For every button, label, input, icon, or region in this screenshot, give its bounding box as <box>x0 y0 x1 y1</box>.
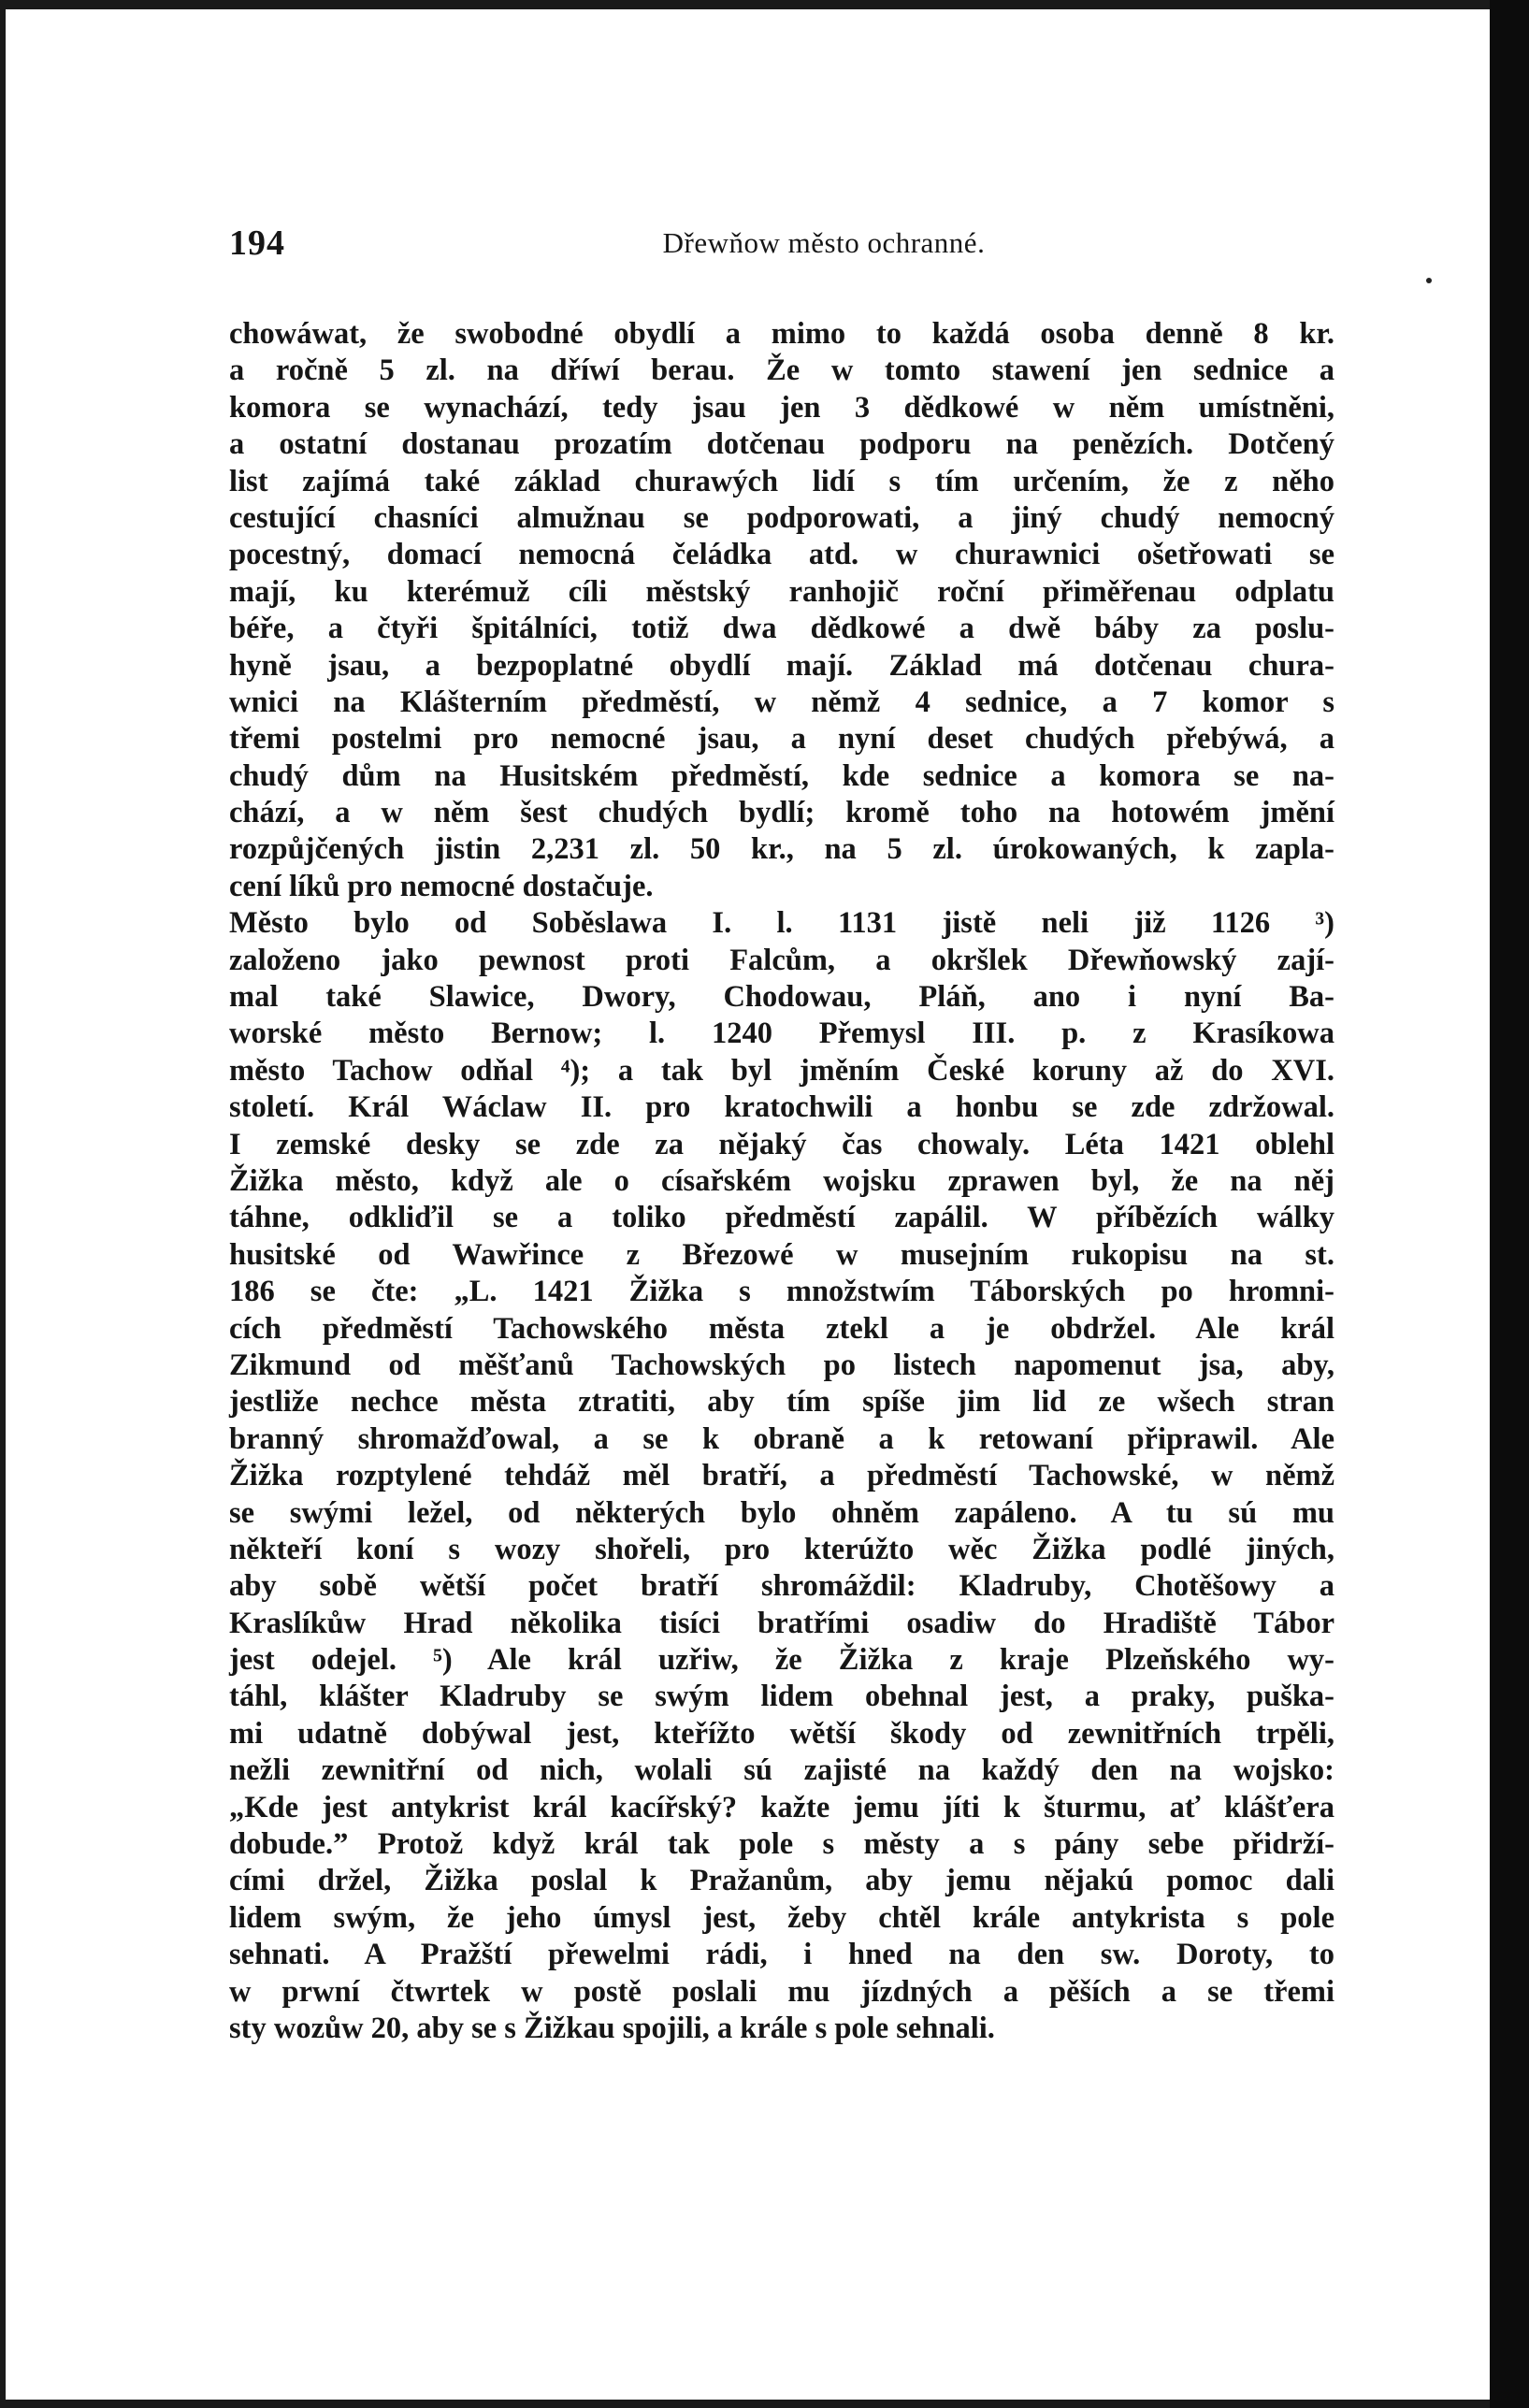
scan-edge-bottom <box>0 2400 1490 2408</box>
text-line: worské město Bernow; l. 1240 Přemysl III. p. z Krasíkowa <box>229 1017 1334 1051</box>
text-line: hyně jsau, a bezpoplatné obydlí mají. Základ má dotčenau chura- <box>229 648 1334 683</box>
text-line: chowáwat, že swobodné obydlí a mimo to každá osoba denně 8 kr. <box>229 317 1334 351</box>
text-line: pocestný, domací nemocná čeládka atd. w churawnici ošetřowati se <box>229 538 1334 572</box>
book-page <box>229 217 1334 2047</box>
text-line: táhne, odkliďil se a toliko předměstí zapálil. W příbězích wálky <box>229 1201 1334 1235</box>
running-title: Dřewňow město ochranné. <box>662 226 986 259</box>
text-line: cími držel, Žižka poslal k Pražanům, aby jemu nějakú pomoc dali <box>229 1864 1334 1898</box>
body-text <box>229 316 1334 2047</box>
scan-edge-top <box>0 0 1490 9</box>
text-line: lidem swým, že jeho úmysl jest, žeby chtěl krále antykrista s pole <box>229 1900 1334 1935</box>
text-line: jest odejel. ⁵) Ale král uzřiw, že Žižka z kraje Plzeňského wy- <box>229 1643 1334 1678</box>
text-line: komora se wynachází, tedy jsau jen 3 dědkowé w něm umístněni, <box>229 390 1334 425</box>
text-line: „Kde jest antykrist král kacířský? kažte jemu jíti k šturmu, ať klášťera <box>229 1790 1334 1824</box>
text-line: Zikmund od měšťanů Tachowských po listech napomenut jsa, aby, <box>229 1348 1334 1382</box>
text-line: Kraslíkůw Hrad několika tisíci bratřími osadiw do Hradiště Tábor <box>229 1606 1334 1640</box>
text-line: cích předměstí Tachowského města ztekl a je obdržel. Ale král <box>229 1311 1334 1346</box>
text-line: mal také Slawice, Dwory, Chodowau, Pláň, ano i nyní Ba- <box>229 980 1334 1015</box>
text-line: Žižka rozptylené tehdáž měl bratří, a předměstí Tachowské, w němž <box>229 1459 1334 1493</box>
text-line: rozpůjčených jistin 2,231 zl. 50 kr., na 5 zl. úrokowaných, k zapla- <box>229 832 1334 867</box>
text-line: založeno jako pewnost proti Falcům, a okršlek Dřewňowský zají- <box>229 943 1334 977</box>
text-line: aby sobě wětší počet bratří shromáždil: Kladruby, Chotěšowy a <box>229 1569 1334 1604</box>
text-line: někteří koní s wozy shořeli, pro kterúžto wěc Žižka podlé jiných, <box>229 1532 1334 1566</box>
scan-edge-left <box>0 0 6 2408</box>
text-line: století. Král Wáclaw II. pro kratochwili a honbu se zde zdržowal. <box>229 1090 1334 1125</box>
text-line: se swými ležel, od některých bylo ohněm zapáleno. A tu sú mu <box>229 1495 1334 1530</box>
text-line: cení líků pro nemocné dostačuje. <box>229 869 654 903</box>
text-line: husitské od Wawřince z Březowé w musejním rukopisu na st. <box>229 1237 1334 1272</box>
text-line: béře, a čtyři špitálníci, totiž dwa dědkowé a dwě báby za poslu- <box>229 612 1334 646</box>
text-line: mi udatně dobýwal jest, kteřížto wětší škody od zewnitřních trpěli, <box>229 1716 1334 1751</box>
text-line: Město bylo od Soběslawa I. l. 1131 jistě neli již 1126 ³) <box>229 906 1334 941</box>
text-line: I zemské desky se zde za nějaký čas chowaly. Léta 1421 oblehl <box>229 1127 1334 1161</box>
scan-edge-right <box>1490 0 1529 2408</box>
text-line: wnici na Klášterním předměstí, w němž 4 sednice, a 7 komor s <box>229 685 1334 719</box>
text-line: 186 se čte: „L. 1421 Žižka s množstwím Táborských po hromni- <box>229 1275 1334 1309</box>
text-line: a ročně 5 zl. na dříwí berau. Že w tomto stawení jen sednice a <box>229 353 1334 388</box>
text-line: a ostatní dostanau prozatím dotčenau podporu na penězích. Dotčený <box>229 427 1334 462</box>
text-line: město Tachow odňal ⁴); a tak byl jměním České koruny až do XVI. <box>229 1053 1334 1088</box>
running-head <box>229 217 1334 273</box>
text-line: chází, a w něm šest chudých bydlí; kromě toho na hotowém jmění <box>229 796 1334 830</box>
text-line: jestliže nechce města ztratiti, aby tím spíše jim lid ze wšech stran <box>229 1385 1334 1420</box>
text-line: třemi postelmi pro nemocné jsau, a nyní deset chudých přebýwá, a <box>229 722 1334 757</box>
scan-speck <box>1426 278 1432 283</box>
text-line: branný shromažďowal, a se k obraně a k retowaní připrawil. Ale <box>229 1421 1334 1456</box>
text-line: táhl, klášter Kladruby se swým lidem obehnal jest, a praky, puška- <box>229 1680 1334 1714</box>
text-line: w prwní čtwrtek w postě poslali mu jízdných a pěších a se třemi <box>229 1974 1334 2009</box>
text-line: sty wozůw 20, aby se s Žižkau spojili, a krále s pole sehnali. <box>229 2011 995 2045</box>
text-line: dobude.” Protož když král tak pole s městy a s pány sebe přidrží- <box>229 1827 1334 1862</box>
text-line: sehnati. A Pražští přewelmi rádi, i hned na den sw. Doroty, to <box>229 1938 1334 1972</box>
text-line: Žižka město, když ale o císařském wojsku zprawen byl, že na něj <box>229 1163 1334 1198</box>
text-line: list zajímá také základ churawých lidí s tím určením, že z něho <box>229 464 1334 498</box>
text-line: nežli zewnitřní od nich, wolali sú zajisté na každý den na wojsko: <box>229 1753 1334 1788</box>
page-number: 194 <box>229 223 285 263</box>
text-line: mají, ku kterémuž cíli městský ranhojič roční přiměřenau odplatu <box>229 574 1334 609</box>
text-line: chudý dům na Husitském předměstí, kde sednice a komora se na- <box>229 758 1334 793</box>
text-line: cestující chasníci almužnau se podporowati, a jiný chudý nemocný <box>229 500 1334 535</box>
